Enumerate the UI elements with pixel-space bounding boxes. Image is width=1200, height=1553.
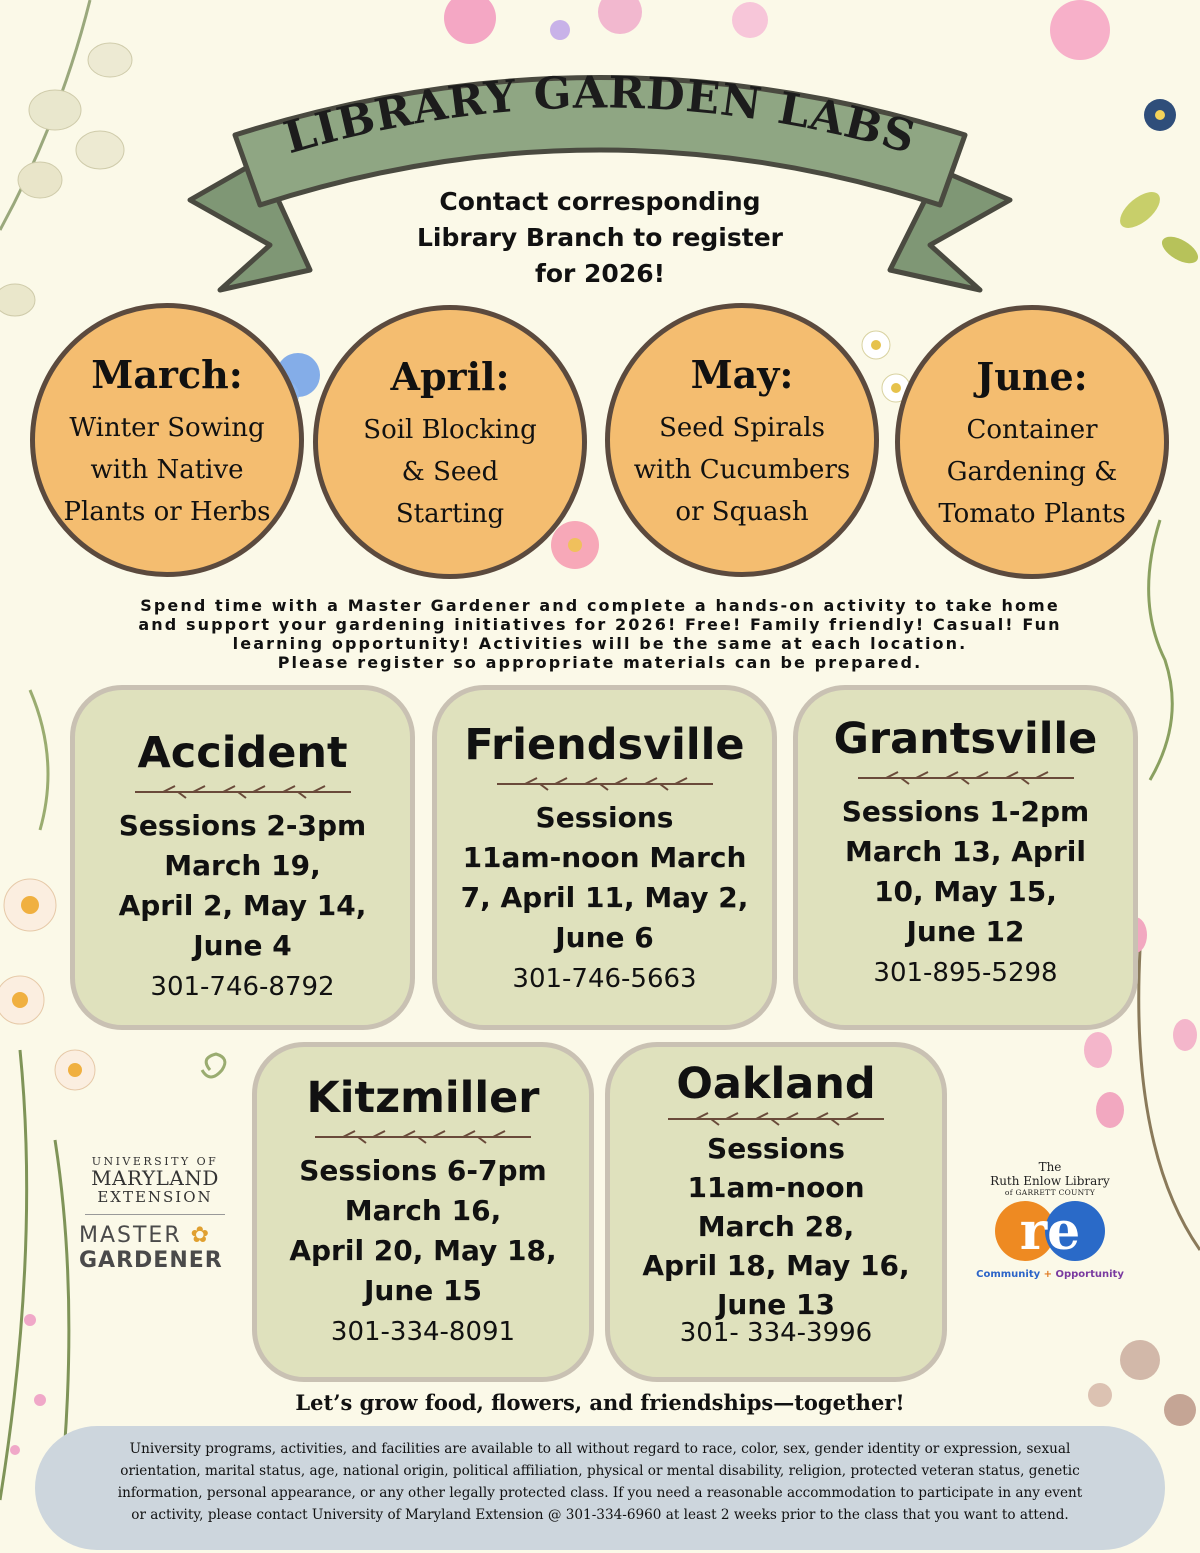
session-line: 7, April 11, May 2, bbox=[460, 881, 749, 914]
intro-line: Please register so appropriate materials can be prepared. bbox=[277, 653, 923, 672]
branch-phone: 301-746-5663 bbox=[512, 964, 697, 994]
branch-sessions bbox=[798, 792, 1133, 952]
registration-note bbox=[380, 184, 820, 292]
branch-card-grantsville bbox=[793, 685, 1138, 1030]
month-activity-line: Container bbox=[966, 415, 1098, 445]
umd-extension-logo bbox=[75, 1155, 235, 1273]
month-name: May: bbox=[690, 352, 794, 397]
session-line: April 2, May 14, bbox=[118, 889, 367, 922]
branch-card-kitzmiller bbox=[252, 1042, 594, 1382]
notice-line: University programs, activities, and facilities are available to all without regard to race, color, sex, gender identity or expression, sexual bbox=[129, 1441, 1071, 1457]
session-line: Sessions bbox=[535, 801, 674, 834]
session-line: June 6 bbox=[555, 921, 654, 954]
month-activity bbox=[35, 407, 299, 533]
session-line: Sessions 6-7pm bbox=[299, 1154, 547, 1187]
branch-phone: 301-334-8091 bbox=[330, 1317, 516, 1347]
session-line: March 28, bbox=[697, 1210, 855, 1243]
umd-logo-line: EXTENSION bbox=[97, 1188, 213, 1206]
month-activity-line: Seed Spirals bbox=[659, 413, 825, 443]
intro-line: learning opportunity! Activities will be the same at each location. bbox=[232, 634, 968, 653]
master-gardener-text: MASTER bbox=[79, 1223, 182, 1248]
branch-sessions bbox=[437, 798, 772, 958]
branch-name: Accident bbox=[137, 728, 348, 778]
library-logo-line: The bbox=[1038, 1160, 1062, 1174]
month-activity-line: & Seed bbox=[401, 457, 499, 487]
notice-line: orientation, marital status, age, national origin, political affiliation, physical or mental disability, religion, protected veteran status, genetic bbox=[120, 1463, 1080, 1479]
branch-phone: 301-746-8792 bbox=[150, 972, 335, 1002]
month-activity-line: Plants or Herbs bbox=[63, 497, 271, 527]
branch-sessions bbox=[75, 806, 410, 966]
month-name: April: bbox=[390, 354, 510, 399]
branch-name: Grantsville bbox=[833, 714, 1098, 764]
session-line: Sessions 2-3pm bbox=[118, 809, 367, 842]
month-name: June: bbox=[976, 354, 1088, 399]
branch-name: Oakland bbox=[676, 1059, 876, 1109]
intro-paragraph bbox=[60, 596, 1140, 672]
twig-divider-icon bbox=[666, 1111, 886, 1127]
intro-line: and support your gardening initiatives for 2026! Free! Family friendly! Casual! Fun bbox=[138, 615, 1062, 634]
notice-line: information, personal appearance, or any other legally protected class. If you need a reasonable accommodation to participate in any event bbox=[117, 1485, 1083, 1501]
session-line: Sessions bbox=[707, 1132, 845, 1165]
month-activity-line: with Native bbox=[90, 455, 244, 485]
twig-divider-icon bbox=[495, 776, 715, 792]
branch-sessions bbox=[257, 1151, 589, 1311]
branch-phone: 301- 334-3996 bbox=[679, 1318, 873, 1348]
month-activity bbox=[900, 409, 1164, 535]
library-tagline bbox=[960, 1269, 1140, 1280]
month-circle-april bbox=[313, 305, 587, 579]
leaf-sprig-icon bbox=[0, 0, 132, 316]
session-line: April 18, May 16, bbox=[642, 1249, 910, 1282]
brown-flower-icon bbox=[1088, 1340, 1196, 1426]
month-circle-june bbox=[895, 305, 1169, 579]
branch-phone: 301-895-5298 bbox=[873, 958, 1058, 988]
tagline-opportunity: Opportunity bbox=[1055, 1269, 1124, 1280]
session-line: 10, May 15, bbox=[874, 875, 1057, 908]
session-line: March 13, April bbox=[845, 835, 1086, 868]
month-activity bbox=[610, 407, 874, 533]
tagline-separator: + bbox=[1040, 1269, 1056, 1280]
umd-logo-line: MARYLAND bbox=[91, 1166, 219, 1190]
master-gardener-line bbox=[75, 1223, 235, 1248]
month-activity-line: Winter Sowing bbox=[69, 413, 265, 443]
intro-line: Spend time with a Master Gardener and complete a hands-on activity to take home bbox=[140, 596, 1060, 615]
month-activity-line: with Cucumbers bbox=[633, 455, 851, 485]
month-activity-line: Tomato Plants bbox=[938, 499, 1126, 529]
ruth-enlow-library-logo bbox=[960, 1160, 1140, 1280]
session-line: 11am-noon March bbox=[462, 841, 747, 874]
re-logo-icon bbox=[985, 1197, 1115, 1263]
session-line: June 15 bbox=[364, 1274, 482, 1307]
session-line: Sessions 1-2pm bbox=[841, 795, 1090, 828]
nondiscrimination-notice bbox=[35, 1426, 1165, 1550]
month-circle-may bbox=[605, 303, 879, 577]
twig-divider-icon bbox=[313, 1129, 533, 1145]
branch-card-oakland bbox=[605, 1042, 947, 1382]
tagline-community: Community bbox=[976, 1269, 1041, 1280]
branch-sessions bbox=[610, 1129, 942, 1324]
session-line: 11am-noon bbox=[687, 1171, 865, 1204]
month-activity-line: Gardening & bbox=[946, 457, 1118, 487]
registration-line: Library Branch to register bbox=[417, 223, 783, 252]
closing-tagline: Let’s grow food, flowers, and friendships—together! bbox=[295, 1390, 905, 1415]
umd-logo-line: UNIVERSITY OF bbox=[91, 1155, 219, 1168]
page-title: LIBRARY GARDEN LABS bbox=[278, 67, 922, 165]
notice-line: or activity, please contact University of Maryland Extension @ 301-334-6960 at least 2 weeks prior to the class that you want to attend. bbox=[131, 1507, 1069, 1523]
registration-line: for 2026! bbox=[534, 259, 666, 288]
leaf-icon bbox=[1114, 185, 1200, 268]
session-line: June 13 bbox=[717, 1288, 835, 1321]
twig-divider-icon bbox=[133, 784, 353, 800]
month-activity bbox=[318, 409, 582, 535]
twig-divider-icon bbox=[856, 770, 1076, 786]
logo-divider bbox=[85, 1214, 225, 1215]
registration-line: Contact corresponding bbox=[439, 187, 761, 216]
library-logo-line: Ruth Enlow Library bbox=[990, 1174, 1110, 1188]
session-line: June 12 bbox=[906, 915, 1025, 948]
library-logo-line: of GARRETT COUNTY bbox=[1004, 1188, 1096, 1197]
branch-name: Kitzmiller bbox=[306, 1073, 540, 1123]
session-line: March 19, bbox=[164, 849, 321, 882]
branch-card-friendsville bbox=[432, 685, 777, 1030]
month-activity-line: Soil Blocking bbox=[363, 415, 537, 445]
re-logo-mark: re bbox=[1019, 1201, 1081, 1262]
month-activity-line: Starting bbox=[395, 499, 505, 529]
session-line: June 4 bbox=[193, 929, 292, 962]
sunflower-icon: ✿ bbox=[190, 1223, 212, 1248]
session-line: March 16, bbox=[344, 1194, 502, 1227]
session-line: April 20, May 18, bbox=[289, 1234, 557, 1267]
branch-name: Friendsville bbox=[464, 720, 745, 770]
branch-card-accident bbox=[70, 685, 415, 1030]
month-name: March: bbox=[91, 352, 243, 397]
month-activity-line: or Squash bbox=[675, 497, 809, 527]
month-circle-march bbox=[30, 303, 304, 577]
master-gardener-line: GARDENER bbox=[79, 1248, 223, 1273]
